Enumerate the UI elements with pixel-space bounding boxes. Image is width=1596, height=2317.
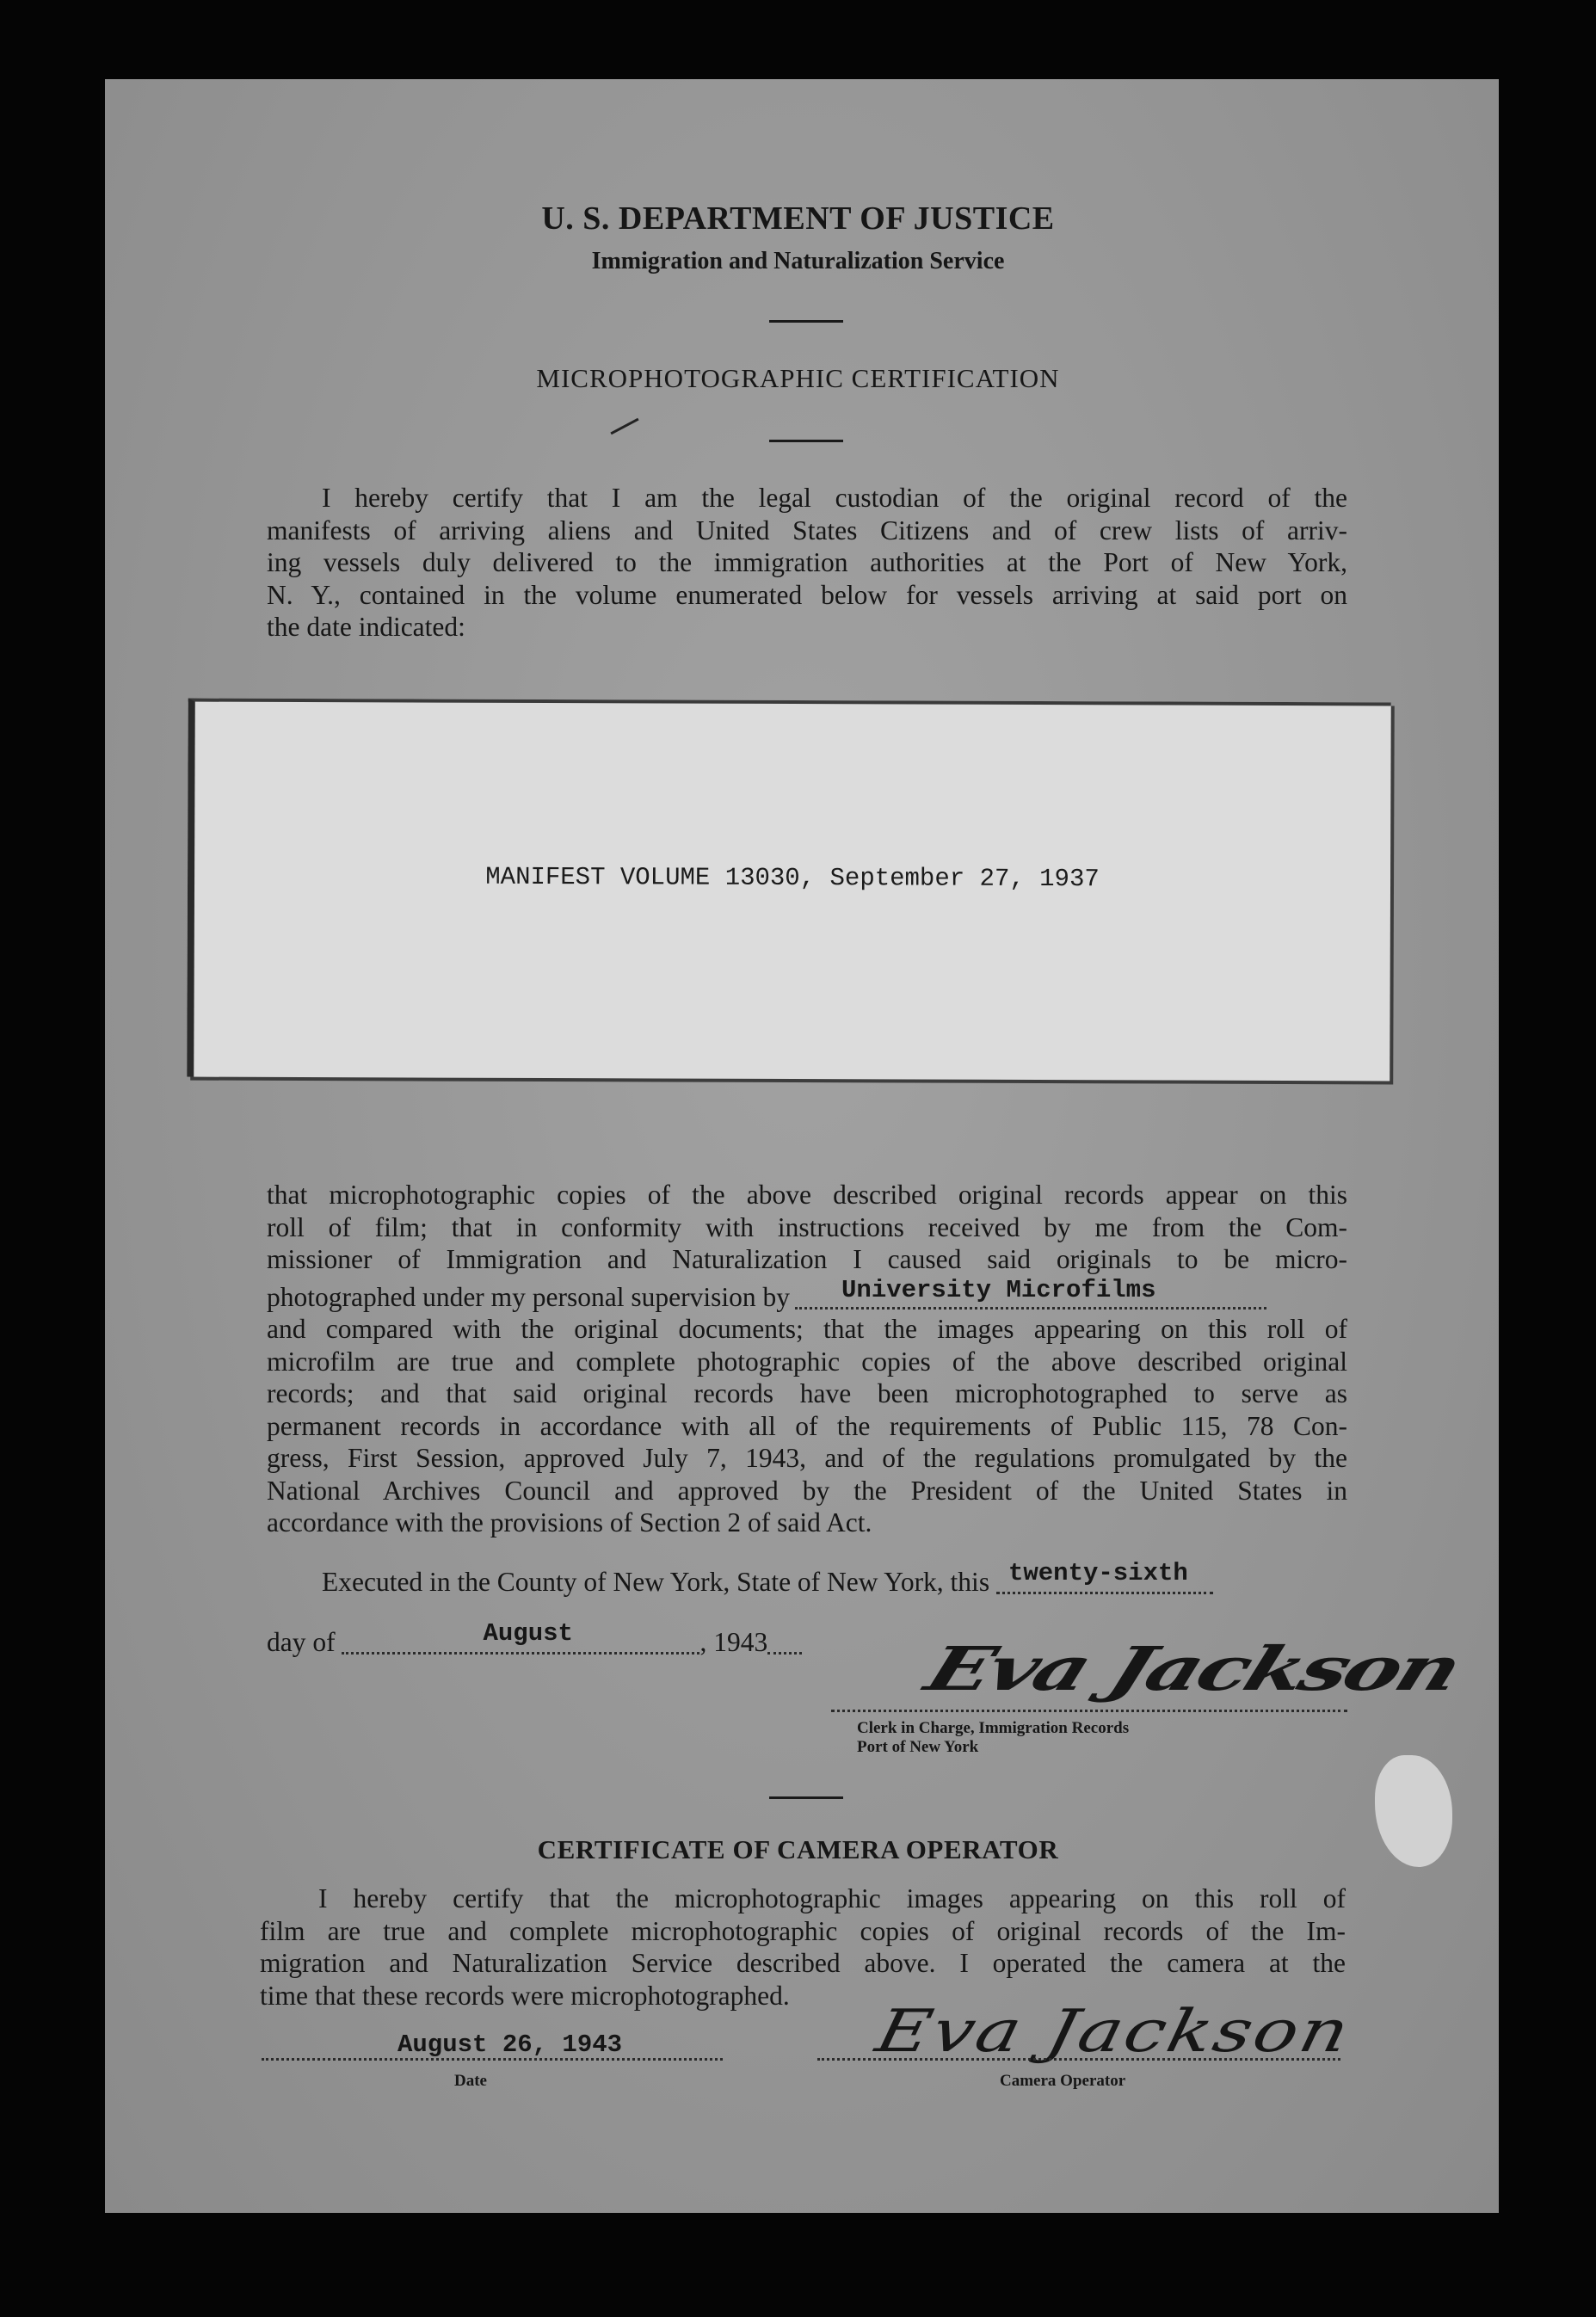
- clerk-caption-2: Port of New York: [857, 1738, 979, 1756]
- day-value: twenty-sixth: [1008, 1559, 1188, 1587]
- camera-operator-line: [817, 2056, 1340, 2061]
- intro-line: N. Y., contained in the volume enumerated below for vessels arriving at said port on: [267, 579, 1347, 610]
- department-heading: U. S. DEPARTMENT OF JUSTICE: [541, 200, 1055, 237]
- divider: [769, 320, 843, 323]
- clerk-signature-line: [831, 1708, 1347, 1712]
- body-line: permanent records in accordance with all of the requirements of Public 115, 78 Con-: [267, 1410, 1347, 1441]
- supervision-prefix: photographed under my personal supervision by: [267, 1281, 791, 1312]
- body-paragraph: [267, 1179, 1347, 1539]
- intro-line: the date indicated:: [267, 612, 465, 642]
- year-value: , 1943: [699, 1627, 768, 1657]
- day-of-line: [267, 1619, 802, 1659]
- month-value: August: [483, 1619, 573, 1648]
- year-trailing-dots: [767, 1626, 802, 1655]
- supervision-field: [795, 1275, 1266, 1309]
- service-subheading: Immigration and Naturalization Service: [591, 248, 1005, 274]
- body-line: microfilm are true and complete photographic copies of the above described original: [267, 1346, 1347, 1377]
- intro-line: manifests of arriving aliens and United States Citizens and of crew lists of arriv-: [267, 515, 1347, 545]
- page-title: MICROPHOTOGRAPHIC CERTIFICATION: [536, 363, 1060, 393]
- day-of-label: day of: [267, 1627, 336, 1657]
- execution-prefix: Executed in the County of New York, State of New York, this: [322, 1567, 990, 1597]
- supervision-line: [267, 1275, 1347, 1314]
- intro-line: ing vessels duly delivered to the immigration authorities at the Port of New York,: [267, 547, 1347, 577]
- body-line: accordance with the provisions of Section 2 of said Act.: [267, 1507, 872, 1537]
- divider: [769, 1796, 843, 1799]
- camera-certificate-title: CERTIFICATE OF CAMERA OPERATOR: [537, 1834, 1059, 1864]
- camera-line: migration and Naturalization Service described above. I operated the camera at the: [260, 1948, 1346, 1978]
- intro-line: I hereby certify that I am the legal custodian of the original record of the: [322, 483, 1347, 513]
- body-line: National Archives Council and approved by the President of the United States in: [267, 1475, 1347, 1506]
- intro-paragraph: [267, 482, 1347, 644]
- camera-line: time that these records were microphotographed.: [260, 1980, 790, 2011]
- camera-paragraph: [260, 1883, 1346, 2012]
- camera-date-line: [262, 2056, 723, 2061]
- body-line: gress, First Session, approved July 7, 1943, and of the regulations promulgated by the: [267, 1443, 1347, 1473]
- body-line: records; and that said original records have been microphotographed to serve as: [267, 1378, 1347, 1408]
- camera-line: film are true and complete microphotographic copies of original records of the Im-: [260, 1915, 1346, 1946]
- body-line: that microphotographic copies of the above described original records appear on this: [267, 1180, 1347, 1210]
- clerk-signature: Eva Jackson: [916, 1633, 1469, 1704]
- camera-operator-signature: Eva Jackson: [870, 1998, 1358, 2066]
- camera-date-value: August 26, 1943: [397, 2030, 623, 2059]
- month-field: [342, 1619, 699, 1655]
- camera-date-caption: Date: [454, 2072, 487, 2090]
- clerk-caption-1: Clerk in Charge, Immigration Records: [857, 1719, 1130, 1737]
- microfilm-company: University Microfilms: [841, 1275, 1156, 1304]
- execution-line: [322, 1559, 1347, 1599]
- day-field: [996, 1559, 1213, 1594]
- manifest-slip: [187, 699, 1391, 1081]
- camera-line: I hereby certify that the microphotographic images appearing on this roll of: [318, 1883, 1346, 1913]
- divider: [769, 440, 843, 442]
- camera-operator-caption: Camera Operator: [1000, 2072, 1126, 2090]
- body-line: roll of film; that in conformity with instructions received by me from the Com-: [267, 1211, 1347, 1242]
- body-line: missioner of Immigration and Naturalization I caused said originals to be micro-: [267, 1244, 1347, 1274]
- manifest-volume-text: MANIFEST VOLUME 13030, September 27, 1937: [485, 862, 1100, 894]
- body-line: and compared with the original documents; that the images appearing on this roll of: [267, 1314, 1347, 1344]
